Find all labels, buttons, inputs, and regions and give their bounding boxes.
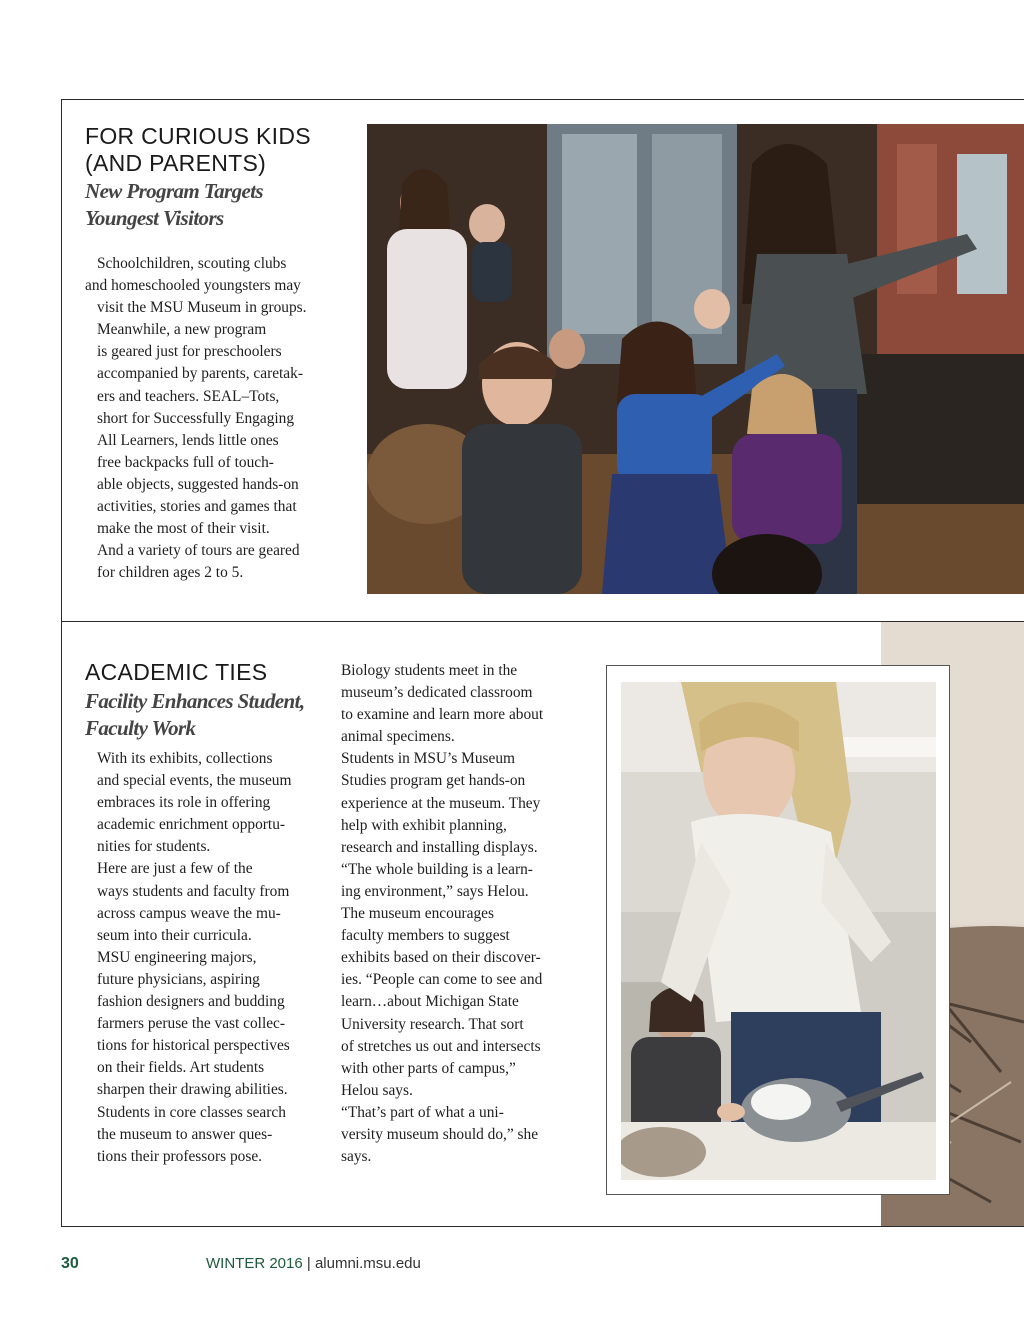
paragraph: MSU engineering majors, future physicians, aspiring fashion designers and budding farmers peruse the vast collec- tions for historical perspectives on their fields. Art students sharpen their drawing abilities. Students in core classes search the museum to answer ques- tions their professors pose. — [97, 948, 290, 1165]
academic-ties-column-1 — [85, 748, 310, 1168]
footer-season: WINTER 2016 — [206, 1255, 303, 1272]
paragraph: Students in MSU’s Museum Studies program get hands-on experience at the museum. They help with exhibit planning, research and installing displays. — [341, 750, 541, 856]
paragraph: With its exhibits, collections and special events, the museum embraces its role in offering academic enrichment opportu- nities for students. — [97, 750, 292, 856]
museum-tour-photo — [367, 124, 1024, 594]
academic-ties-subhead: Facility Enhances Student, Faculty Work — [85, 689, 305, 740]
footer-website-link[interactable]: alumni.msu.edu — [314, 1255, 421, 1272]
academic-ties-headline: ACADEMIC TIES — [85, 659, 268, 685]
paragraph: The museum encourages faculty members to suggest exhibits based on their discover- ies. “People can come to see and learn…about Michigan State University research. That sort of stretches us out and intersects with other parts of campus,” Helou says. — [341, 905, 543, 1099]
curious-kids-subhead: New Program Targets Youngest Visitors — [85, 179, 264, 230]
paragraph: And a variety of tours are geared for children ages 2 to 5. — [97, 542, 300, 582]
paragraph: Biology students meet in the museum’s dedicated classroom to examine and learn more about animal specimens. — [341, 662, 544, 746]
footer-publication-info — [206, 1255, 421, 1272]
footer-separator: | — [306, 1255, 311, 1272]
curious-kids-headline: FOR CURIOUS KIDS (AND PARENTS) — [85, 123, 311, 176]
paragraph: “That’s part of what a uni- versity museum should do,” she says. — [341, 1103, 539, 1166]
paragraph: Here are just a few of the ways students and faculty from across campus weave the mu- seum into their curricula. — [97, 860, 290, 944]
academic-ties-column-2 — [329, 660, 564, 1168]
paragraph: Meanwhile, a new program is geared just for preschoolers accompanied by parents, caretak- ers and teachers. SEAL–Tots, short for Successfully Engaging All Learners, lends little ones free backpacks full of touch- able objects, suggested hands-on activities, stories and games that make the most of their visit. — [97, 321, 303, 538]
paragraph: “The whole building is a learn- ing environment,” says Helou. — [341, 860, 533, 900]
student-specimen-photo — [621, 682, 936, 1180]
curious-kids-body — [85, 253, 335, 584]
paragraph: Schoolchildren, scouting clubs and homeschooled youngsters may visit the MSU Museum in groups. — [85, 255, 307, 317]
page-number: 30 — [61, 1255, 79, 1272]
